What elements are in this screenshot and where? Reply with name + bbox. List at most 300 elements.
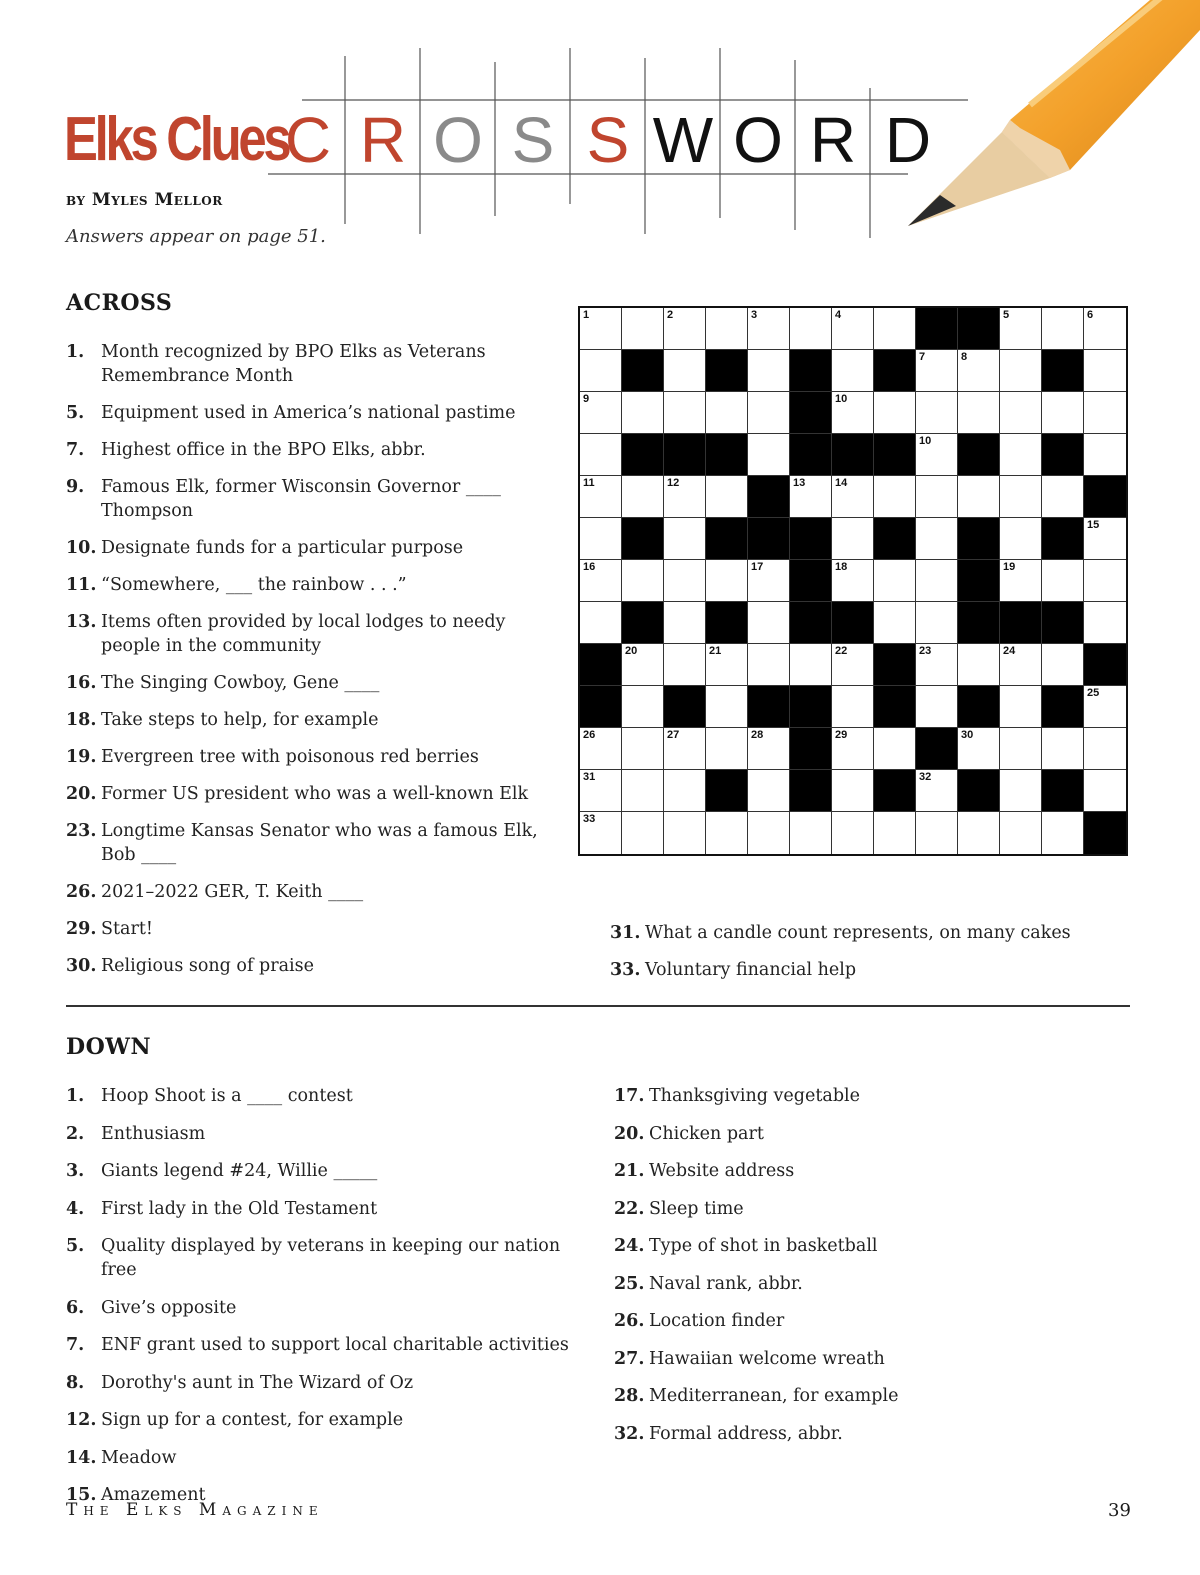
- grid-cell[interactable]: [832, 518, 874, 560]
- grid-cell-number: 23: [919, 645, 932, 657]
- clue-item: [614, 1272, 1134, 1296]
- grid-cell-number: 10: [835, 393, 848, 405]
- clue-number: 10.: [66, 538, 97, 558]
- grid-cell[interactable]: [790, 812, 832, 854]
- grid-cell-number: 30: [961, 729, 974, 741]
- down-clues-column-1: [66, 1084, 596, 1521]
- clue-text: Highest office in the BPO Elks, abbr.: [101, 440, 426, 460]
- grid-black-square: [1042, 434, 1084, 476]
- grid-cell-number: 9: [583, 393, 590, 405]
- clue-number: 24.: [614, 1236, 645, 1256]
- grid-cell[interactable]: [1000, 476, 1042, 518]
- clue-number: 9.: [66, 477, 85, 497]
- grid-cell[interactable]: [580, 560, 622, 602]
- grid-cell[interactable]: [874, 308, 916, 350]
- clue-number: 29.: [66, 919, 97, 939]
- grid-cell-number: 19: [1003, 561, 1016, 573]
- grid-black-square: [748, 518, 790, 560]
- grid-cell[interactable]: [622, 770, 664, 812]
- grid-cell-number: 29: [835, 729, 848, 741]
- grid-cell[interactable]: [958, 350, 1000, 392]
- grid-black-square: [916, 308, 958, 350]
- clue-item: [614, 1347, 1134, 1371]
- grid-cell[interactable]: [916, 812, 958, 854]
- clue-text: Give’s opposite: [101, 1297, 237, 1318]
- grid-cell[interactable]: [622, 728, 664, 770]
- grid-cell[interactable]: [580, 602, 622, 644]
- clue-item: [614, 1234, 1134, 1258]
- grid-cell[interactable]: [580, 350, 622, 392]
- grid-black-square: [958, 518, 1000, 560]
- clue-text: Sleep time: [649, 1198, 744, 1219]
- grid-cell[interactable]: [958, 812, 1000, 854]
- grid-cell[interactable]: [1084, 350, 1126, 392]
- grid-black-square: [1042, 350, 1084, 392]
- grid-cell[interactable]: [874, 728, 916, 770]
- grid-cell[interactable]: [1000, 350, 1042, 392]
- grid-black-square: [1084, 644, 1126, 686]
- grid-cell[interactable]: [748, 812, 790, 854]
- grid-cell[interactable]: [706, 644, 748, 686]
- clue-item: [66, 819, 546, 867]
- grid-cell[interactable]: [958, 392, 1000, 434]
- clue-number: 22.: [614, 1198, 645, 1219]
- grid-cell-number: 14: [835, 477, 848, 489]
- grid-cell[interactable]: [832, 812, 874, 854]
- clue-text: Hoop Shoot is a ____ contest: [101, 1086, 353, 1106]
- grid-black-square: [580, 686, 622, 728]
- clue-number: 8.: [66, 1372, 85, 1393]
- grid-cell[interactable]: [874, 560, 916, 602]
- clue-number: 23.: [66, 821, 97, 841]
- grid-cell-number: 31: [583, 771, 596, 783]
- grid-cell[interactable]: [916, 392, 958, 434]
- clue-item: [614, 1384, 1134, 1408]
- clue-number: 12.: [66, 1410, 97, 1430]
- grid-black-square: [706, 350, 748, 392]
- grid-cell[interactable]: [1042, 560, 1084, 602]
- grid-black-square: [832, 434, 874, 476]
- grid-cell[interactable]: [832, 350, 874, 392]
- clue-text: Quality displayed by veterans in keeping our nation free: [101, 1236, 561, 1280]
- grid-cell[interactable]: [664, 518, 706, 560]
- grid-cell[interactable]: [916, 602, 958, 644]
- grid-black-square: [790, 728, 832, 770]
- grid-cell-number: 25: [1087, 687, 1100, 699]
- crossword-title: [268, 48, 968, 238]
- title-letter: R: [359, 104, 407, 176]
- clue-number: 25.: [614, 1273, 645, 1294]
- grid-cell[interactable]: [664, 770, 706, 812]
- grid-cell[interactable]: [622, 686, 664, 728]
- grid-cell[interactable]: [1000, 308, 1042, 350]
- grid-black-square: [1042, 686, 1084, 728]
- brand-title: Elks Clues: [64, 105, 289, 174]
- clue-number: 16.: [66, 673, 97, 693]
- clue-number: 11.: [66, 575, 97, 595]
- grid-cell[interactable]: [916, 476, 958, 518]
- grid-cell-number: 27: [667, 729, 680, 741]
- grid-cell[interactable]: [1000, 770, 1042, 812]
- grid-black-square: [790, 602, 832, 644]
- clue-number: 31.: [610, 923, 641, 943]
- grid-black-square: [1042, 602, 1084, 644]
- grid-cell-number: 17: [751, 561, 764, 573]
- title-letter: S: [586, 104, 630, 176]
- crossword-grid[interactable]: [578, 306, 1128, 856]
- grid-cell[interactable]: [1084, 602, 1126, 644]
- clue-item: [66, 954, 546, 978]
- grid-cell[interactable]: [916, 518, 958, 560]
- clue-text: Giants legend #24, Willie _____: [101, 1161, 378, 1181]
- grid-black-square: [664, 434, 706, 476]
- grid-black-square: [790, 518, 832, 560]
- grid-cell[interactable]: [580, 308, 622, 350]
- grid-black-square: [706, 602, 748, 644]
- grid-cell[interactable]: [1000, 686, 1042, 728]
- clue-number: 5.: [66, 1236, 85, 1256]
- grid-cell[interactable]: [916, 350, 958, 392]
- clue-number: 26.: [66, 882, 97, 902]
- grid-cell[interactable]: [580, 434, 622, 476]
- clue-text: Equipment used in America’s national pastime: [101, 403, 516, 423]
- clue-item: [614, 1422, 1134, 1446]
- grid-cell[interactable]: [664, 728, 706, 770]
- grid-cell[interactable]: [874, 812, 916, 854]
- clue-item: [66, 1234, 596, 1282]
- grid-cell-number: 33: [583, 813, 596, 825]
- grid-cell-number: 5: [1003, 309, 1010, 321]
- grid-black-square: [790, 434, 832, 476]
- grid-cell[interactable]: [1084, 728, 1126, 770]
- clue-number: 7.: [66, 440, 85, 460]
- grid-cell[interactable]: [1042, 728, 1084, 770]
- grid-black-square: [958, 434, 1000, 476]
- clue-item: [66, 782, 546, 806]
- grid-cell[interactable]: [1000, 560, 1042, 602]
- grid-cell[interactable]: [1084, 686, 1126, 728]
- grid-cell-number: 32: [919, 771, 932, 783]
- grid-cell[interactable]: [790, 644, 832, 686]
- grid-cell[interactable]: [1042, 308, 1084, 350]
- grid-cell[interactable]: [790, 476, 832, 518]
- grid-cell[interactable]: [580, 476, 622, 518]
- grid-cell[interactable]: [832, 770, 874, 812]
- clue-number: 28.: [614, 1386, 645, 1406]
- grid-cell[interactable]: [1084, 770, 1126, 812]
- grid-cell[interactable]: [748, 392, 790, 434]
- clue-item: [66, 1296, 596, 1320]
- grid-black-square: [706, 770, 748, 812]
- grid-cell-number: 11: [583, 477, 595, 489]
- title-letter: W: [652, 104, 714, 176]
- clue-item: [66, 340, 546, 388]
- clue-text: Sign up for a contest, for example: [101, 1410, 404, 1430]
- grid-cell[interactable]: [664, 812, 706, 854]
- grid-black-square: [916, 728, 958, 770]
- clue-number: 1.: [66, 1086, 85, 1106]
- grid-black-square: [748, 686, 790, 728]
- grid-cell-number: 22: [835, 645, 848, 657]
- grid-cell[interactable]: [958, 644, 1000, 686]
- clue-item: [66, 573, 546, 597]
- clue-text: Start!: [101, 919, 153, 939]
- clue-text: Items often provided by local lodges to needy people in the community: [101, 612, 506, 656]
- magazine-name: The Elks Magazine: [66, 1500, 324, 1520]
- grid-black-square: [874, 686, 916, 728]
- clue-item: [66, 1122, 596, 1146]
- across-clues-column-1: [66, 340, 546, 991]
- grid-black-square: [790, 686, 832, 728]
- grid-black-square: [874, 644, 916, 686]
- grid-cell[interactable]: [664, 392, 706, 434]
- grid-cell[interactable]: [1084, 434, 1126, 476]
- clue-number: 20.: [614, 1123, 645, 1144]
- grid-cell[interactable]: [748, 770, 790, 812]
- clue-text: Meadow: [101, 1447, 177, 1468]
- grid-cell[interactable]: [748, 728, 790, 770]
- clue-item: [66, 1084, 596, 1108]
- clue-text: First lady in the Old Testament: [101, 1198, 378, 1219]
- title-letter: R: [809, 104, 857, 176]
- grid-cell[interactable]: [748, 644, 790, 686]
- grid-black-square: [958, 770, 1000, 812]
- grid-black-square: [874, 350, 916, 392]
- grid-cell[interactable]: [1000, 392, 1042, 434]
- grid-cell[interactable]: [706, 308, 748, 350]
- title-letter: C: [284, 104, 332, 176]
- clue-text: Website address: [649, 1161, 795, 1181]
- clue-text: Naval rank, abbr.: [649, 1273, 803, 1294]
- clue-item: [66, 1446, 596, 1470]
- grid-cell[interactable]: [1084, 308, 1126, 350]
- grid-cell[interactable]: [664, 644, 706, 686]
- grid-black-square: [706, 434, 748, 476]
- answers-note: Answers appear on page 51.: [66, 226, 326, 247]
- grid-black-square: [1042, 770, 1084, 812]
- grid-cell[interactable]: [1000, 434, 1042, 476]
- clue-item: [614, 1197, 1134, 1221]
- grid-black-square: [622, 434, 664, 476]
- grid-cell[interactable]: [958, 728, 1000, 770]
- grid-cell[interactable]: [832, 392, 874, 434]
- page-number: 39: [1108, 1500, 1131, 1521]
- byline: by Myles Mellor: [66, 190, 223, 210]
- clue-text: Famous Elk, former Wisconsin Governor ____ Thompson: [101, 477, 501, 521]
- clue-text: The Singing Cowboy, Gene ____: [101, 673, 380, 693]
- grid-cell[interactable]: [706, 728, 748, 770]
- clue-text: “Somewhere, ___ the rainbow . . .”: [101, 575, 407, 595]
- grid-cell[interactable]: [706, 686, 748, 728]
- grid-cell[interactable]: [1042, 644, 1084, 686]
- grid-black-square: [706, 518, 748, 560]
- clue-item: [66, 1333, 596, 1357]
- grid-cell-number: 28: [751, 729, 764, 741]
- grid-black-square: [748, 476, 790, 518]
- grid-cell-number: 10: [919, 435, 932, 447]
- clue-number: 26.: [614, 1311, 645, 1331]
- grid-cell[interactable]: [874, 602, 916, 644]
- grid-cell[interactable]: [706, 392, 748, 434]
- clue-number: 17.: [614, 1086, 645, 1106]
- grid-cell[interactable]: [1084, 392, 1126, 434]
- clue-number: 15.: [66, 1485, 97, 1505]
- clue-text: What a candle count represents, on many cakes: [645, 923, 1071, 943]
- title-letter: D: [884, 104, 932, 176]
- grid-black-square: [958, 686, 1000, 728]
- grid-black-square: [1084, 476, 1126, 518]
- clue-item: [66, 536, 546, 560]
- clue-text: ENF grant used to support local charitable activities: [101, 1335, 569, 1355]
- grid-cell[interactable]: [622, 476, 664, 518]
- clue-number: 5.: [66, 403, 85, 423]
- grid-cell-number: 12: [667, 477, 680, 489]
- grid-cell-number: 6: [1087, 309, 1094, 321]
- clue-item: [614, 1084, 1134, 1108]
- grid-cell[interactable]: [580, 392, 622, 434]
- grid-cell-number: 3: [751, 309, 758, 321]
- grid-cell[interactable]: [958, 476, 1000, 518]
- grid-cell[interactable]: [622, 644, 664, 686]
- grid-cell[interactable]: [664, 602, 706, 644]
- clue-item: [614, 1159, 1134, 1183]
- grid-cell[interactable]: [790, 308, 832, 350]
- crossword-title-graphic: [268, 48, 968, 238]
- grid-cell[interactable]: [1042, 392, 1084, 434]
- grid-cell[interactable]: [874, 476, 916, 518]
- clue-number: 13.: [66, 612, 97, 632]
- title-letter: O: [433, 104, 483, 176]
- grid-cell[interactable]: [832, 560, 874, 602]
- grid-cell-number: 16: [583, 561, 596, 573]
- grid-cell[interactable]: [622, 560, 664, 602]
- title-letter: S: [511, 104, 555, 176]
- grid-black-square: [958, 560, 1000, 602]
- grid-black-square: [790, 392, 832, 434]
- grid-cell[interactable]: [622, 308, 664, 350]
- clue-item: [66, 745, 546, 769]
- grid-cell-number: 2: [667, 309, 674, 321]
- across-heading: ACROSS: [66, 290, 173, 316]
- grid-cell[interactable]: [664, 476, 706, 518]
- clue-text: Month recognized by BPO Elks as Veterans Remembrance Month: [101, 342, 486, 386]
- clue-text: Mediterranean, for example: [649, 1386, 899, 1406]
- clue-item: [66, 917, 546, 941]
- grid-black-square: [790, 350, 832, 392]
- grid-black-square: [874, 770, 916, 812]
- clue-number: 27.: [614, 1348, 645, 1369]
- clue-text: Designate funds for a particular purpose: [101, 538, 464, 558]
- grid-cell-number: 26: [583, 729, 596, 741]
- clue-text: Dorothy's aunt in The Wizard of Oz: [101, 1372, 414, 1393]
- clue-text: Formal address, abbr.: [649, 1423, 843, 1444]
- clue-item: [66, 880, 546, 904]
- clue-number: 3.: [66, 1161, 85, 1181]
- title-letter: O: [733, 104, 783, 176]
- clue-item: [614, 1122, 1134, 1146]
- clue-number: 19.: [66, 747, 97, 767]
- clue-item: [66, 401, 546, 425]
- grid-cell[interactable]: [1000, 518, 1042, 560]
- grid-cell[interactable]: [748, 560, 790, 602]
- grid-cell[interactable]: [874, 392, 916, 434]
- grid-black-square: [622, 350, 664, 392]
- grid-black-square: [1084, 812, 1126, 854]
- grid-cell[interactable]: [916, 644, 958, 686]
- grid-cell[interactable]: [622, 812, 664, 854]
- grid-cell[interactable]: [706, 560, 748, 602]
- clue-text: Religious song of praise: [101, 956, 314, 976]
- grid-cell[interactable]: [748, 308, 790, 350]
- grid-cell[interactable]: [580, 518, 622, 560]
- clue-number: 2.: [66, 1123, 85, 1144]
- clue-item: [66, 438, 546, 462]
- grid-cell[interactable]: [832, 686, 874, 728]
- down-heading: DOWN: [66, 1034, 152, 1060]
- grid-cell-number: 18: [835, 561, 848, 573]
- grid-cell[interactable]: [1042, 812, 1084, 854]
- grid-cell[interactable]: [1000, 728, 1042, 770]
- grid-cell[interactable]: [580, 728, 622, 770]
- clue-text: Hawaiian welcome wreath: [649, 1348, 885, 1369]
- grid-cell[interactable]: [706, 812, 748, 854]
- grid-cell[interactable]: [1000, 812, 1042, 854]
- clue-text: Type of shot in basketball: [649, 1236, 878, 1256]
- clue-number: 14.: [66, 1447, 97, 1468]
- grid-cell[interactable]: [748, 434, 790, 476]
- clue-item: [66, 1408, 596, 1432]
- grid-cell[interactable]: [1042, 476, 1084, 518]
- grid-cell[interactable]: [622, 392, 664, 434]
- grid-cell-number: 15: [1087, 519, 1100, 531]
- grid-cell[interactable]: [580, 812, 622, 854]
- grid-cell[interactable]: [916, 434, 958, 476]
- grid-cell[interactable]: [1084, 518, 1126, 560]
- pencil-icon: [900, 0, 1200, 235]
- grid-black-square: [622, 518, 664, 560]
- clue-item: [610, 921, 1130, 945]
- grid-black-square: [580, 644, 622, 686]
- grid-cell-number: 8: [961, 351, 968, 363]
- grid-cell-number: 24: [1003, 645, 1016, 657]
- grid-cell[interactable]: [832, 644, 874, 686]
- clue-number: 21.: [614, 1161, 645, 1181]
- grid-cell[interactable]: [832, 728, 874, 770]
- grid-cell[interactable]: [664, 308, 706, 350]
- grid-cell[interactable]: [748, 602, 790, 644]
- grid-cell[interactable]: [706, 476, 748, 518]
- grid-cell[interactable]: [748, 350, 790, 392]
- clue-item: [66, 671, 546, 695]
- clue-text: Former US president who was a well-known Elk: [101, 784, 529, 804]
- grid-cell[interactable]: [664, 560, 706, 602]
- grid-cell[interactable]: [580, 770, 622, 812]
- grid-cell[interactable]: [916, 770, 958, 812]
- grid-cell-number: 4: [835, 309, 842, 321]
- grid-cell[interactable]: [916, 686, 958, 728]
- grid-cell[interactable]: [832, 476, 874, 518]
- clue-item: [66, 1197, 596, 1221]
- grid-cell[interactable]: [1084, 560, 1126, 602]
- grid-cell[interactable]: [916, 560, 958, 602]
- clue-text: Voluntary financial help: [645, 960, 857, 980]
- clue-number: 32.: [614, 1423, 645, 1444]
- grid-cell[interactable]: [832, 308, 874, 350]
- grid-cell[interactable]: [664, 350, 706, 392]
- grid-cell[interactable]: [1000, 644, 1042, 686]
- grid-black-square: [1000, 602, 1042, 644]
- clue-item: [66, 610, 546, 658]
